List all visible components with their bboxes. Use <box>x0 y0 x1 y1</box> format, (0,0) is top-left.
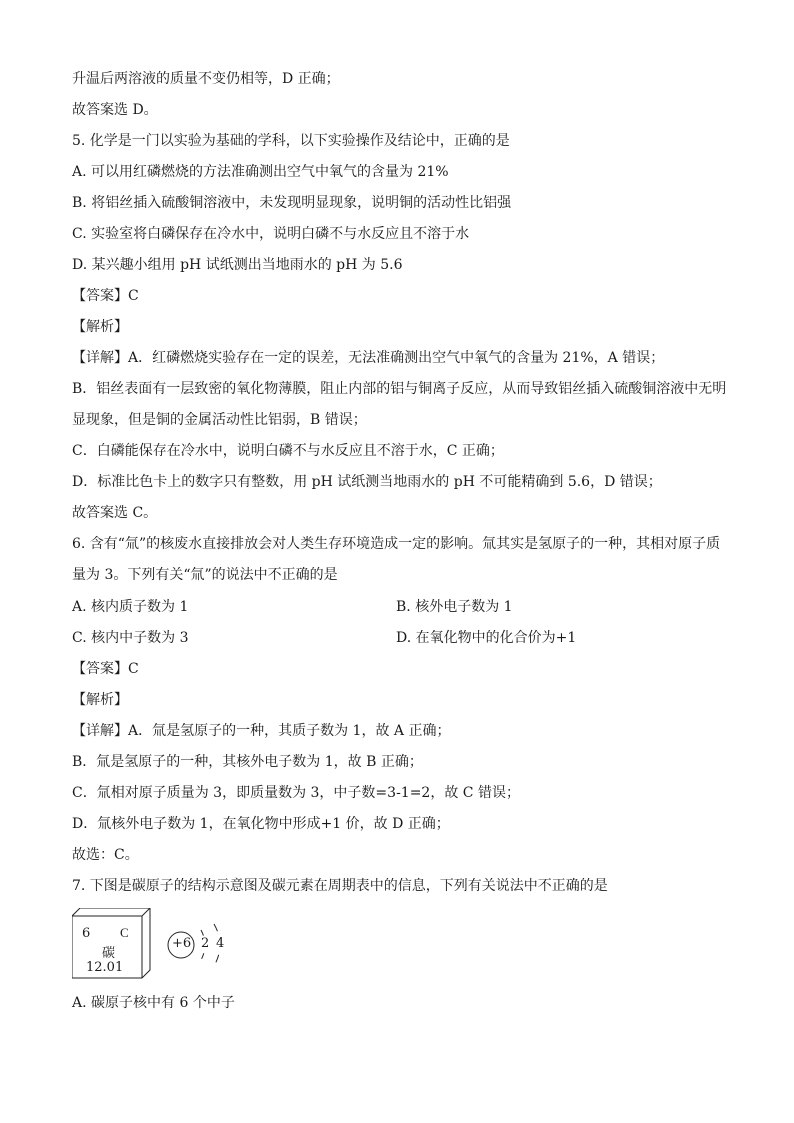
question-6-option-b: B. 核外电子数为 1 <box>396 599 513 615</box>
text-line: 故答案选 D。 <box>72 102 158 118</box>
question-6-option-d: D. 在氧化物中的化合价为+1 <box>396 630 577 646</box>
question-6-detail: 【详解】A．氚是氢原子的一种，其质子数为 1，故 A 正确； <box>72 723 451 739</box>
first-shell-electrons: 2 <box>201 936 210 951</box>
question-6-analysis-heading: 【解析】 <box>72 692 128 708</box>
question-5-answer: 【答案】C <box>72 288 139 304</box>
nucleus-charge: +6 <box>172 936 192 951</box>
question-6-detail: C．氚相对原子质量为 3，即质量数为 3，中子数=3-1=2，故 C 错误； <box>72 785 520 801</box>
question-6-conclusion: 故选：C。 <box>72 847 139 863</box>
question-5-detail: 【详解】A．红磷燃烧实验存在一定的误差，无法准确测出空气中氧气的含量为 21%，A 错误； <box>72 350 665 366</box>
question-6-answer: 【答案】C <box>72 661 139 677</box>
second-shell-electrons: 4 <box>216 936 225 951</box>
question-6-stem: 6. 含有“氚”的核废水直接排放会对人类生存环境造成一定的影响。氚其实是氢原子的一种，其相对原子质 <box>72 536 721 552</box>
text-line: 升温后两溶液的质量不变仍相等，D 正确； <box>72 71 340 87</box>
question-6-option-c: C. 核内中子数为 3 <box>72 630 189 646</box>
question-6-option-a: A. 核内质子数为 1 <box>72 599 189 615</box>
question-7-stem: 7. 下图是碳原子的结构示意图及碳元素在周期表中的信息，下列有关说法中不正确的是 <box>72 878 608 894</box>
question-5-detail: D．标准比色卡上的数字只有整数，用 pH 试纸测当地雨水的 pH 不可能精确到 5.6，D 错误； <box>72 474 662 490</box>
question-7-option-a: A. 碳原子核中有 6 个中子 <box>72 995 235 1011</box>
atomic-number: 6 <box>82 926 91 941</box>
question-5-detail: 显现象，但是铜的金属活动性比铝弱，B 错误； <box>72 412 367 428</box>
question-5-option-d: D. 某兴趣小组用 pH 试纸测出当地雨水的 pH 为 5.6 <box>72 257 403 273</box>
carbon-atom-structure-diagram <box>164 918 244 972</box>
element-name: 碳 <box>102 946 116 961</box>
question-6-detail: D．氚核外电子数为 1，在氧化物中形成+1 价，故 D 正确； <box>72 816 450 832</box>
question-6-stem: 量为 3。下列有关“氚”的说法中不正确的是 <box>72 567 338 583</box>
question-6-detail: B．氚是氢原子的一种，其核外电子数为 1，故 B 正确； <box>72 754 423 770</box>
carbon-element-card <box>72 908 150 978</box>
question-5-option-c: C. 实验室将白磷保存在冷水中，说明白磷不与水反应且不溶于水 <box>72 226 470 242</box>
question-5-analysis-heading: 【解析】 <box>72 319 128 335</box>
question-5-stem: 5. 化学是一门以实验为基础的学科，以下实验操作及结论中，正确的是 <box>72 133 510 149</box>
question-5-detail: B．铝丝表面有一层致密的氧化物薄膜，阻止内部的铝与铜离子反应，从而导致铝丝插入硫酸铜溶液中无明 <box>72 381 727 397</box>
element-symbol: C <box>120 925 129 940</box>
question-5-option-a: A. 可以用红磷燃烧的方法准确测出空气中氧气的含量为 21% <box>72 164 449 180</box>
question-5-option-b: B. 将铝丝插入硫酸铜溶液中，未发现明显现象，说明铜的活动性比铝强 <box>72 195 512 211</box>
question-5-conclusion: 故答案选 C。 <box>72 505 158 521</box>
question-5-detail: C．白磷能保存在冷水中，说明白磷不与水反应且不溶于水，C 正确； <box>72 443 504 459</box>
relative-atomic-mass: 12.01 <box>86 960 124 975</box>
